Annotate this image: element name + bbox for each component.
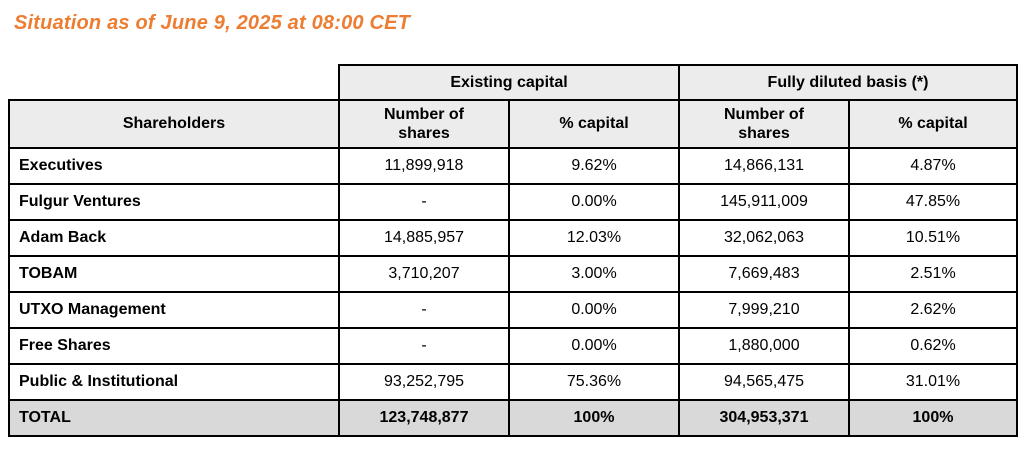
column-header-row	[9, 100, 1017, 148]
existing-pct-value: 0.00%	[509, 184, 679, 220]
diluted-pct-value: 2.51%	[849, 256, 1017, 292]
existing-shares-value: -	[339, 292, 509, 328]
existing-pct-value: 3.00%	[509, 256, 679, 292]
table-row-tobam	[9, 256, 1017, 292]
page-title: Situation as of June 9, 2025 at 08:00 CET	[14, 12, 411, 34]
col-header-num-shares-existing-label: Number of shares	[384, 105, 464, 142]
group-header-row	[9, 65, 1017, 100]
col-header-num-shares-diluted	[679, 100, 849, 148]
diluted-pct-value: 10.51%	[849, 220, 1017, 256]
shareholder-name: Executives	[9, 148, 339, 184]
shareholder-name: Free Shares	[9, 328, 339, 364]
shareholder-name: UTXO Management	[9, 292, 339, 328]
col-header-pct-capital-diluted	[849, 100, 1017, 148]
existing-pct-value: 0.00%	[509, 328, 679, 364]
existing-shares-value: -	[339, 328, 509, 364]
diluted-shares-value: 1,880,000	[679, 328, 849, 364]
col-header-pct-capital-existing	[509, 100, 679, 148]
diluted-pct-value: 4.87%	[849, 148, 1017, 184]
col-header-num-shares-diluted-label: Number of shares	[724, 105, 804, 142]
shareholder-name: Fulgur Ventures	[9, 184, 339, 220]
diluted-shares-value: 14,866,131	[679, 148, 849, 184]
total-existing-shares-value: 123,748,877	[339, 400, 509, 436]
col-header-shareholders-label: Shareholders	[122, 115, 226, 132]
table-row-executives	[9, 148, 1017, 184]
diluted-pct-value: 31.01%	[849, 364, 1017, 400]
col-header-pct-capital-existing-label: % capital	[559, 115, 629, 132]
total-diluted-pct-value: 100%	[849, 400, 1017, 436]
table-row-public-institutional	[9, 364, 1017, 400]
table-row-fulgur-ventures	[9, 184, 1017, 220]
existing-shares-value: 14,885,957	[339, 220, 509, 256]
table-row-utxo-management	[9, 292, 1017, 328]
group-header-fully-diluted: Fully diluted basis (*)	[679, 65, 1017, 100]
existing-shares-value: 11,899,918	[339, 148, 509, 184]
existing-pct-value: 9.62%	[509, 148, 679, 184]
existing-shares-value: 3,710,207	[339, 256, 509, 292]
diluted-pct-value: 47.85%	[849, 184, 1017, 220]
diluted-shares-value: 7,999,210	[679, 292, 849, 328]
existing-shares-value: 93,252,795	[339, 364, 509, 400]
diluted-pct-value: 2.62%	[849, 292, 1017, 328]
table-row-free-shares	[9, 328, 1017, 364]
total-label: TOTAL	[9, 400, 339, 436]
col-header-num-shares-existing	[339, 100, 509, 148]
col-header-shareholders	[9, 100, 339, 148]
table-row-adam-back	[9, 220, 1017, 256]
diluted-shares-value: 145,911,009	[679, 184, 849, 220]
group-header-existing-capital: Existing capital	[339, 65, 679, 100]
diluted-shares-value: 32,062,063	[679, 220, 849, 256]
col-header-pct-capital-diluted-label: % capital	[898, 115, 968, 132]
existing-pct-value: 0.00%	[509, 292, 679, 328]
shareholder-name: Adam Back	[9, 220, 339, 256]
shareholders-table	[8, 64, 1018, 437]
shareholder-name: TOBAM	[9, 256, 339, 292]
header-spacer-cell	[9, 65, 339, 100]
table-row-total	[9, 400, 1017, 436]
existing-pct-value: 12.03%	[509, 220, 679, 256]
total-diluted-shares-value: 304,953,371	[679, 400, 849, 436]
existing-pct-value: 75.36%	[509, 364, 679, 400]
total-existing-pct-value: 100%	[509, 400, 679, 436]
diluted-pct-value: 0.62%	[849, 328, 1017, 364]
existing-shares-value: -	[339, 184, 509, 220]
diluted-shares-value: 7,669,483	[679, 256, 849, 292]
diluted-shares-value: 94,565,475	[679, 364, 849, 400]
shareholder-name: Public & Institutional	[9, 364, 339, 400]
